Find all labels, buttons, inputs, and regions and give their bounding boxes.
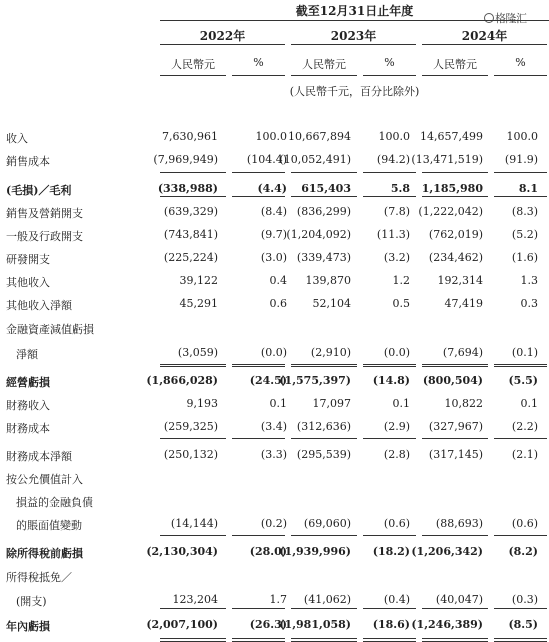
row-value: (295,539) [296, 448, 351, 461]
year-2022: 2022年 [199, 29, 246, 43]
row-value: 45,291 [179, 297, 218, 310]
table-row [0, 126, 549, 149]
subheader-underline [291, 75, 357, 76]
row-value: (0.0) [383, 346, 410, 359]
row-value: (1,204,092) [286, 228, 351, 241]
row-value: (1,575,397) [279, 374, 351, 387]
row-label: 年內虧損 [6, 620, 50, 633]
subtotal-rule [363, 438, 416, 439]
row-value: (743,841) [163, 228, 218, 241]
row-value: (13,471,519) [411, 153, 483, 166]
year-2024-underline [422, 44, 547, 45]
currency-label-2022: 人民幣元 [171, 58, 215, 71]
row-value: 7,630,961 [162, 130, 218, 143]
subtotal-rule [232, 608, 285, 609]
row-value: 0.1 [392, 397, 410, 410]
double-rule [422, 638, 488, 642]
table-row [0, 513, 549, 536]
row-label: 研發開支 [6, 253, 50, 266]
table-row [0, 393, 549, 416]
table-row [0, 342, 549, 365]
subtotal-rule [363, 172, 416, 173]
subtotal-rule [291, 608, 357, 609]
subtotal-rule [160, 172, 226, 173]
row-value: (339,473) [296, 251, 351, 264]
currency-label-2023: 人民幣元 [302, 58, 346, 71]
subtotal-rule [291, 364, 357, 365]
row-value: (8.3) [511, 205, 538, 218]
row-label: (開支) [16, 595, 47, 608]
subtotal-rule [232, 172, 285, 173]
row-value: 9,193 [186, 397, 218, 410]
row-value: 0.1 [520, 397, 538, 410]
percent-label-2022: % [253, 56, 264, 69]
row-value: (2.2) [511, 420, 538, 433]
row-label: 經營虧損 [6, 376, 50, 389]
row-label: 銷售及營銷開支 [6, 207, 83, 220]
year-2022-underline [160, 44, 285, 45]
subtotal-rule [494, 172, 547, 173]
subtotal-rule [232, 366, 285, 367]
table-row [0, 416, 549, 439]
row-value: (317,145) [428, 448, 483, 461]
row-value: 123,204 [172, 593, 218, 606]
year-2024: 2024年 [461, 29, 508, 43]
row-value: (3.0) [260, 251, 287, 264]
row-label: 財務成本 [6, 422, 50, 435]
row-value: (1,206,342) [411, 545, 483, 558]
table-row [0, 317, 549, 340]
subtotal-rule [232, 364, 285, 365]
row-value: (0.0) [260, 346, 287, 359]
row-value: (762,019) [428, 228, 483, 241]
row-value: (1,246,389) [411, 618, 483, 631]
row-value: 0.6 [269, 297, 287, 310]
row-value: (91.9) [504, 153, 538, 166]
subtotal-rule [160, 366, 226, 367]
row-value: (0.4) [383, 593, 410, 606]
table-row [0, 178, 549, 201]
subtotal-rule [291, 172, 357, 173]
row-value: (2.9) [383, 420, 410, 433]
subtotal-rule [494, 196, 547, 197]
subtotal-rule [291, 438, 357, 439]
row-label: 財務收入 [6, 399, 50, 412]
row-value: (1.6) [511, 251, 538, 264]
row-value: 0.3 [520, 297, 538, 310]
row-value: (41,062) [303, 593, 351, 606]
subheader-underline [422, 75, 488, 76]
row-label: 一般及行政開支 [6, 230, 83, 243]
subtotal-rule [291, 535, 357, 536]
row-value: (1,222,042) [418, 205, 483, 218]
row-value: (4.4) [257, 182, 287, 195]
row-value: (2.8) [383, 448, 410, 461]
row-value: 10,822 [444, 397, 483, 410]
table-row [0, 370, 549, 393]
row-value: (0.6) [511, 517, 538, 530]
subtotal-rule [160, 535, 226, 536]
row-value: 0.1 [269, 397, 287, 410]
subtotal-rule [160, 364, 226, 365]
row-value: 1.2 [392, 274, 410, 287]
table-row [0, 149, 549, 172]
subtotal-rule [494, 535, 547, 536]
row-value: (250,132) [163, 448, 218, 461]
row-value: (639,329) [163, 205, 218, 218]
row-value: (14.8) [372, 374, 410, 387]
row-label: 財務成本淨額 [6, 450, 72, 463]
row-value: 615,403 [301, 182, 351, 195]
row-value: 0.5 [392, 297, 410, 310]
row-value: (1,981,058) [279, 618, 351, 631]
subtotal-rule [494, 438, 547, 439]
row-value: (312,636) [296, 420, 351, 433]
units-note: (人民幣千元，百分比除外) [289, 85, 420, 98]
row-value: (0.2) [260, 517, 287, 530]
table-row [0, 293, 549, 316]
row-value: (2,910) [310, 346, 351, 359]
subtotal-rule [422, 366, 488, 367]
row-label: 的賬面值變動 [16, 519, 82, 532]
row-label: 按公允價值計入 [6, 473, 83, 486]
row-value: (69,060) [303, 517, 351, 530]
watermark: 格隆汇 [484, 10, 527, 26]
subtotal-rule [232, 438, 285, 439]
table-row [0, 270, 549, 293]
row-value: (338,988) [157, 182, 218, 195]
row-value: 10,667,894 [288, 130, 351, 143]
period-header: 截至12月31日止年度 [295, 4, 414, 18]
row-label: 其他收入 [6, 276, 50, 289]
row-value: (5.2) [511, 228, 538, 241]
row-value: (10,052,491) [279, 153, 351, 166]
table-row [0, 614, 549, 637]
row-value: (800,504) [422, 374, 483, 387]
row-value: (2,007,100) [146, 618, 218, 631]
subtotal-rule [422, 364, 488, 365]
row-value: (836,299) [296, 205, 351, 218]
row-value: (3,059) [177, 346, 218, 359]
row-value: 139,870 [305, 274, 351, 287]
row-value: (26.3) [249, 618, 287, 631]
period-underline [160, 20, 549, 21]
row-value: 100.0 [506, 130, 538, 143]
table-row [0, 247, 549, 270]
row-value: (104.4) [246, 153, 287, 166]
double-rule [160, 638, 226, 642]
table-row [0, 565, 549, 588]
row-value: (3.4) [260, 420, 287, 433]
row-value: (5.5) [508, 374, 538, 387]
row-value: 100.0 [255, 130, 287, 143]
row-value: (0.3) [511, 593, 538, 606]
subtotal-rule [232, 535, 285, 536]
subtotal-rule [363, 364, 416, 365]
row-value: (14,144) [170, 517, 218, 530]
row-value: (18.2) [372, 545, 410, 558]
row-value: (40,047) [435, 593, 483, 606]
row-value: (7,694) [442, 346, 483, 359]
table-row [0, 490, 549, 513]
subtotal-rule [363, 196, 416, 197]
row-value: (9.7) [260, 228, 287, 241]
row-value: (0.6) [383, 517, 410, 530]
row-value: (3.2) [383, 251, 410, 264]
subtotal-rule [422, 535, 488, 536]
table-row [0, 224, 549, 247]
row-label: 銷售成本 [6, 155, 50, 168]
row-label: 其他收入淨額 [6, 299, 72, 312]
row-value: (259,325) [163, 420, 218, 433]
row-value: (8.5) [508, 618, 538, 631]
subtotal-rule [363, 608, 416, 609]
subheader-underline [160, 75, 226, 76]
subtotal-rule [160, 438, 226, 439]
percent-label-2024: % [515, 56, 526, 69]
row-value: (28.0) [249, 545, 287, 558]
double-rule [291, 638, 357, 642]
row-value: (2.1) [511, 448, 538, 461]
subtotal-rule [422, 438, 488, 439]
row-value: 0.4 [269, 274, 287, 287]
currency-label-2024: 人民幣元 [433, 58, 477, 71]
table-row [0, 541, 549, 564]
row-value: 17,097 [312, 397, 351, 410]
row-value: (3.3) [260, 448, 287, 461]
subtotal-rule [291, 366, 357, 367]
row-value: (88,693) [435, 517, 483, 530]
row-value: 39,122 [179, 274, 218, 287]
row-value: (2,130,304) [146, 545, 218, 558]
subheader-underline [363, 75, 416, 76]
percent-label-2023: % [384, 56, 395, 69]
row-value: 52,104 [312, 297, 351, 310]
row-value: 1.3 [520, 274, 538, 287]
subheader-underline [232, 75, 285, 76]
table-row [0, 467, 549, 490]
row-value: (0.1) [511, 346, 538, 359]
row-value: 14,657,499 [420, 130, 483, 143]
year-2023-underline [291, 44, 416, 45]
row-value: (1,866,028) [146, 374, 218, 387]
subtotal-rule [291, 196, 357, 197]
table-row [0, 444, 549, 467]
subtotal-rule [232, 196, 285, 197]
row-value: 1,185,980 [421, 182, 483, 195]
row-label: 淨額 [16, 348, 38, 361]
row-value: (24.5) [249, 374, 287, 387]
row-value: 192,314 [437, 274, 483, 287]
subtotal-rule [494, 364, 547, 365]
subtotal-rule [422, 608, 488, 609]
subtotal-rule [422, 196, 488, 197]
row-value: (8.2) [508, 545, 538, 558]
row-value: (8.4) [260, 205, 287, 218]
row-value: 47,419 [444, 297, 483, 310]
subtotal-rule [494, 608, 547, 609]
row-label: 損益的金融負債 [16, 496, 93, 509]
row-value: 5.8 [390, 182, 410, 195]
row-value: 1.7 [269, 593, 287, 606]
double-rule [363, 638, 416, 642]
row-value: (327,967) [428, 420, 483, 433]
row-label: 除所得稅前虧損 [6, 547, 83, 560]
subtotal-rule [160, 608, 226, 609]
row-value: (7.8) [383, 205, 410, 218]
row-label: 收入 [6, 132, 28, 145]
row-value: (94.2) [376, 153, 410, 166]
row-label: (毛損)／毛利 [6, 184, 72, 197]
row-value: (225,224) [163, 251, 218, 264]
row-label: 金融資產減值虧損 [6, 323, 94, 336]
subtotal-rule [363, 366, 416, 367]
subtotal-rule [422, 172, 488, 173]
row-value: (18.6) [372, 618, 410, 631]
row-value: (1,939,996) [279, 545, 351, 558]
row-value: (11.3) [376, 228, 410, 241]
subtotal-rule [160, 196, 226, 197]
subtotal-rule [363, 535, 416, 536]
row-value: (234,462) [428, 251, 483, 264]
row-value: 100.0 [378, 130, 410, 143]
row-value: 8.1 [518, 182, 538, 195]
double-rule [494, 638, 547, 642]
table-row [0, 201, 549, 224]
subtotal-rule [494, 366, 547, 367]
year-2023: 2023年 [330, 29, 377, 43]
row-value: (7,969,949) [153, 153, 218, 166]
row-label: 所得稅抵免／ [6, 571, 72, 584]
double-rule [232, 638, 285, 642]
subheader-underline [494, 75, 547, 76]
